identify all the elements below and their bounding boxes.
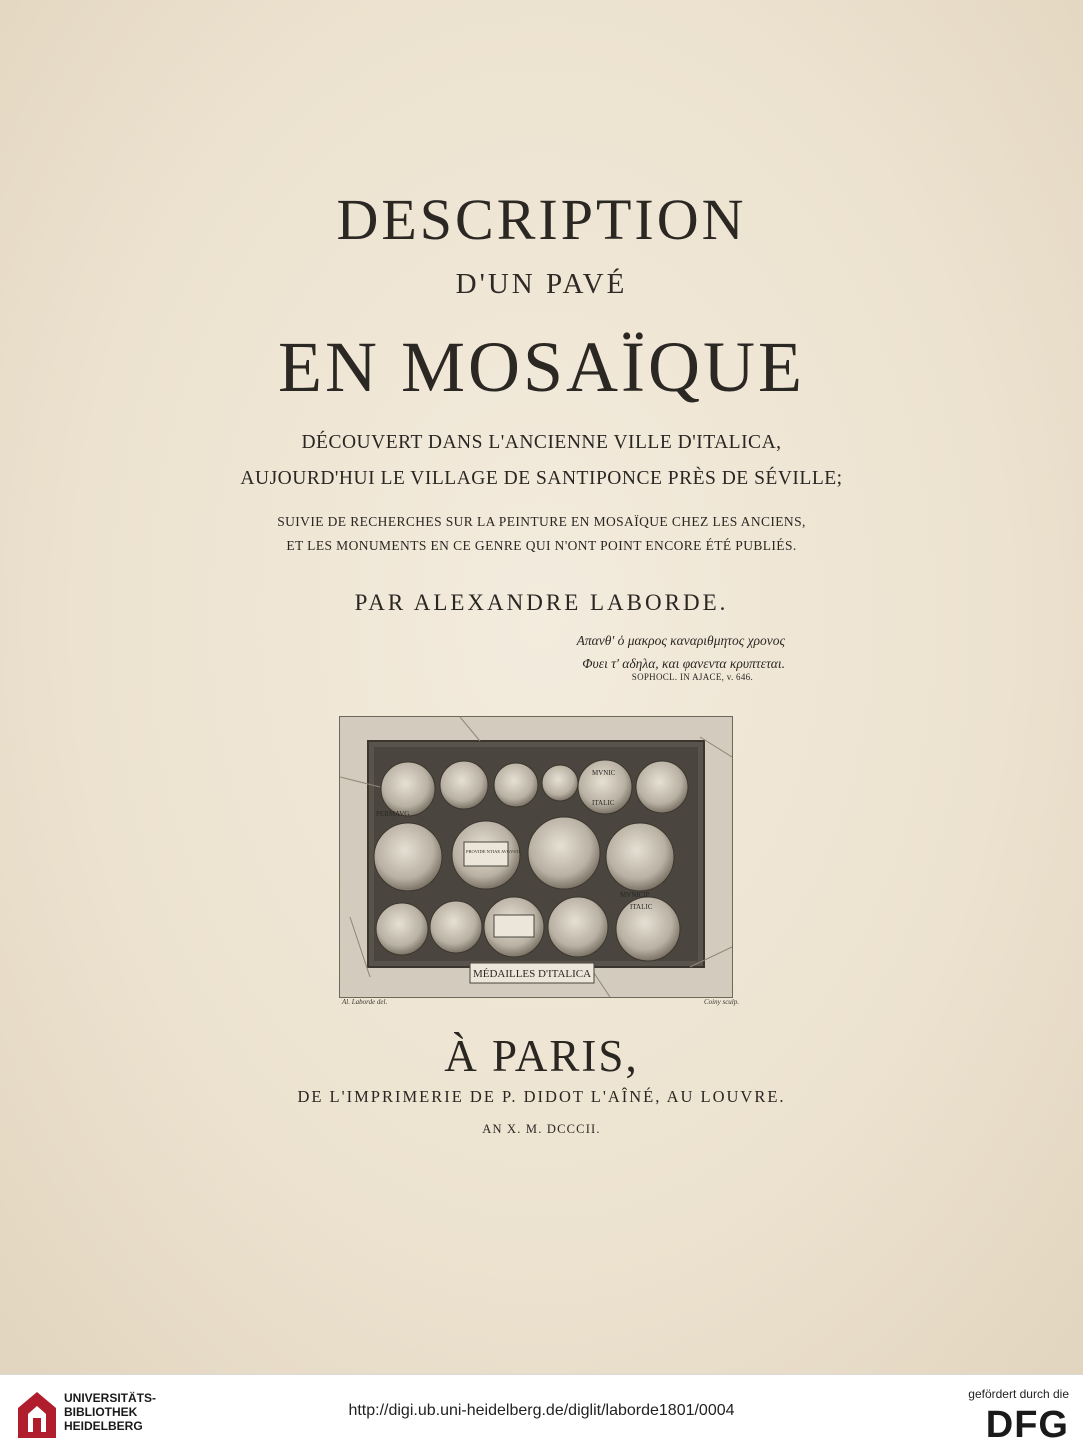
subtitle-line-1: DÉCOUVERT DANS L'ANCIENNE VILLE D'ITALICA,: [301, 432, 782, 453]
dfg-logo: DFG: [985, 1404, 1069, 1446]
library-name-line-1: UNIVERSITÄTS-: [64, 1391, 157, 1405]
coin-text-6: ITALIC: [630, 903, 653, 911]
plate-credit-left: Al. Laborde del.: [342, 998, 388, 1006]
subtitle-line-2: AUJOURD'HUI LE VILLAGE DE SANTIPONCE PRÈS DE SÉVILLE;: [240, 468, 843, 489]
plate-label: MÉDAILLES D'ITALICA: [472, 968, 592, 980]
epigraph-line-1: Απανθ' ὁ μακρος καναριθμητος χρονος: [576, 633, 785, 648]
epigraph-source: SOPHOCL. IN AJACE, v. 646.: [631, 672, 753, 682]
library-name-line-3: HEIDELBERG: [64, 1419, 143, 1433]
coin-text-2: ITALIC: [592, 799, 615, 807]
imprint-city: À PARIS,: [444, 1031, 639, 1081]
imprint-date: AN X. M. DCCCII.: [482, 1122, 601, 1136]
epigraph-line-2: Φυει τ' αδηλα, και φανεντα κρυπτεται.: [582, 656, 785, 671]
coin-plate-illustration: [340, 717, 732, 997]
title-line-1: DESCRIPTION: [336, 187, 747, 252]
title-line-3: EN MOSAÏQUE: [278, 327, 805, 407]
subtitle-line-4: ET LES MONUMENTS EN CE GENRE QUI N'ONT POINT ENCORE ÉTÉ PUBLIÉS.: [286, 538, 797, 553]
plate-credit-right: Coiny sculp.: [704, 998, 739, 1006]
title-line-2: D'UN PAVÉ: [455, 268, 628, 300]
coin-text-5: MVNICIP: [620, 891, 650, 899]
imprint-printer: DE L'IMPRIMERIE DE P. DIDOT L'AÎNÉ, AU LOUVRE.: [297, 1087, 786, 1106]
coin-text-3: PERMAVG: [376, 810, 410, 818]
author: PAR ALEXANDRE LABORDE.: [354, 590, 729, 615]
coin-text-1: MVNIC: [592, 769, 616, 777]
digitization-footer: [0, 1374, 1083, 1455]
subtitle-line-3: SUIVIE DE RECHERCHES SUR LA PEINTURE EN MOSAÏQUE CHEZ LES ANCIENS,: [277, 514, 806, 529]
permalink-url[interactable]: http://digi.ub.uni-heidelberg.de/diglit/laborde1801/0004: [348, 1402, 735, 1419]
library-name-line-2: BIBLIOTHEK: [64, 1405, 138, 1419]
coin-text-4: PROVIDE NTIAE AVGVSTI: [466, 849, 521, 854]
coin-plate-engraving: [339, 716, 733, 998]
funded-by-label: gefördert durch die: [968, 1387, 1069, 1401]
